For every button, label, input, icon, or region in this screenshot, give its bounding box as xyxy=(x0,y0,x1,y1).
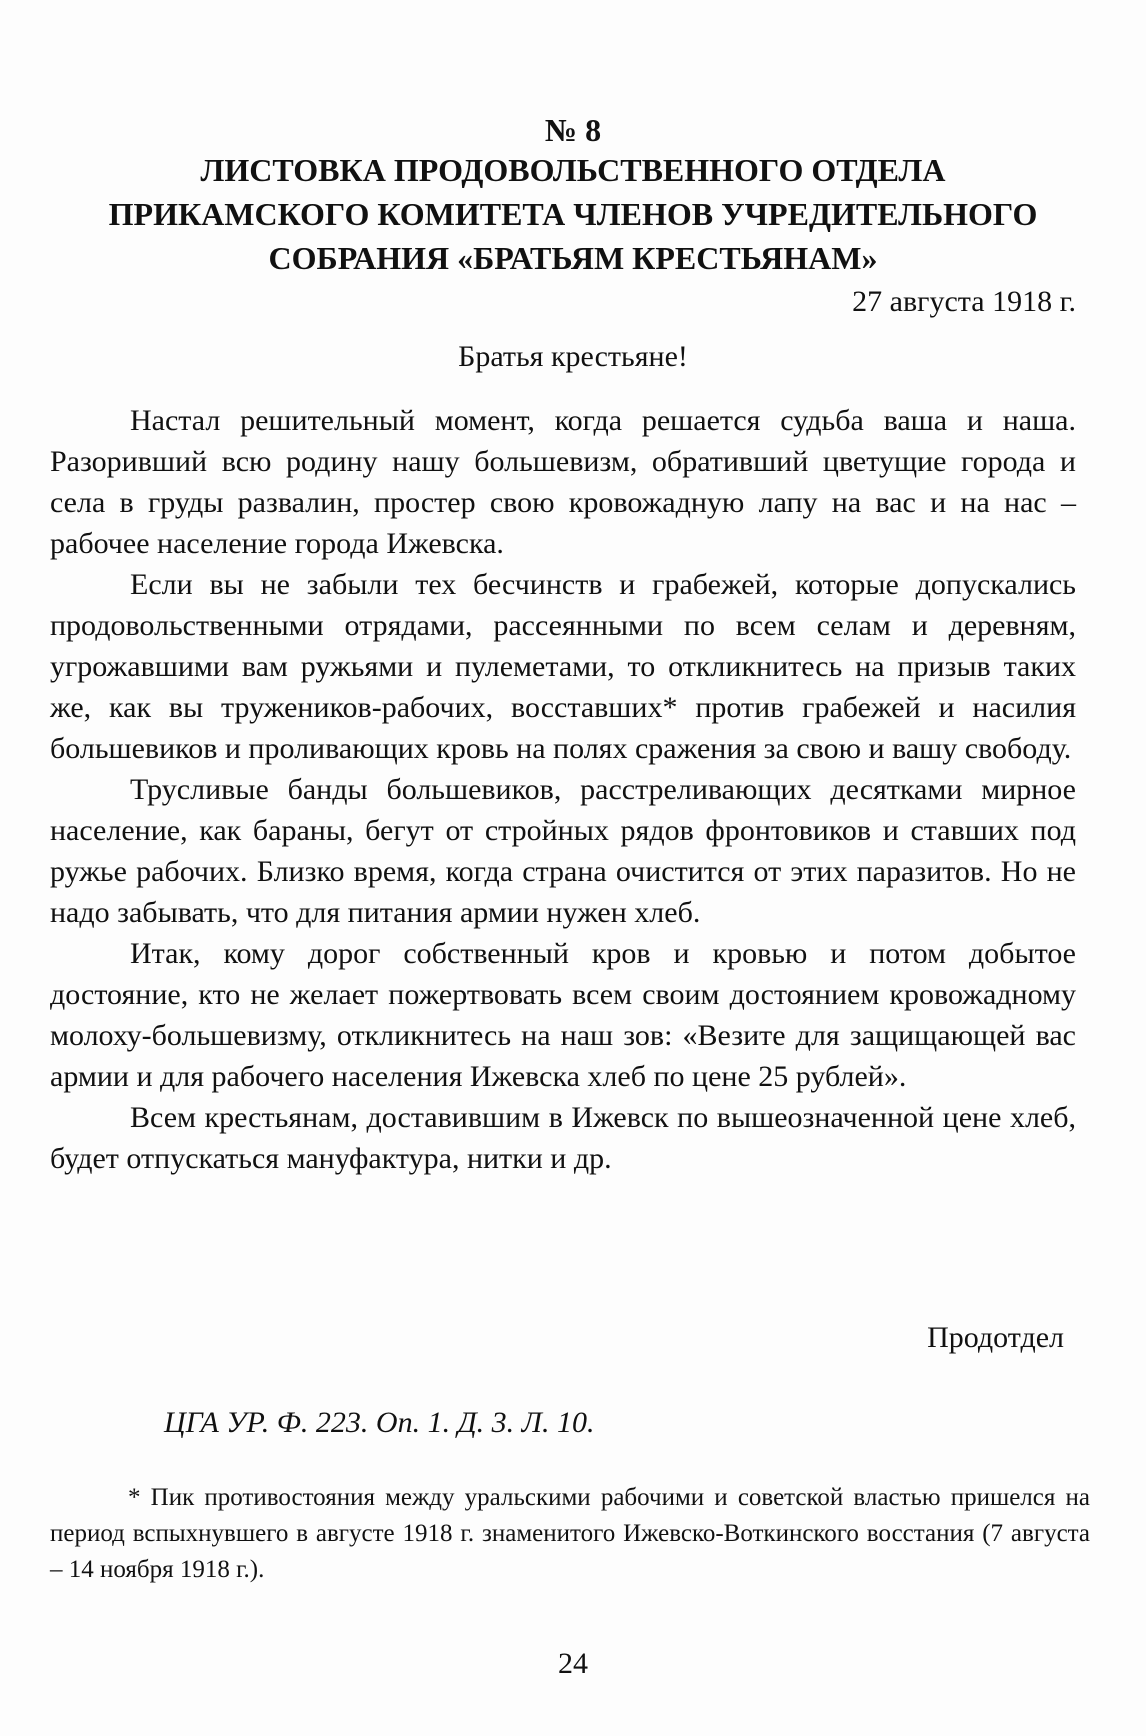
paragraph: Если вы не забыли тех бесчинств и грабежей, которые допускались продовольственными отрядами, рассеянными по всем селам и деревням, угрожавшими вам ружьями и пулеметами, то откликнитесь на призыв таких же, как вы тружеников-рабочих, восставших* против грабежей и насилия большевиков и проливающих кровь на полях сражения за свою и вашу свободу. xyxy=(50,568,1076,765)
document-title xyxy=(100,148,1046,280)
signature: Продотдел xyxy=(927,1321,1064,1354)
document-title-line: ЛИСТОВКА ПРОДОВОЛЬСТВЕННОГО ОТДЕЛА xyxy=(200,152,946,188)
document-title-line: СОБРАНИЯ «БРАТЬЯМ КРЕСТЬЯНАМ» xyxy=(268,240,878,276)
greeting: Братья крестьяне! xyxy=(458,340,688,373)
paragraph: Трусливые банды большевиков, расстреливающих десятками мирное население, как бараны, бегут от стройных рядов фронтовиков и ставших под ружье рабочих. Близко время, когда страна очистится от этих паразитов. Но не надо забывать, что для питания армии нужен хлеб. xyxy=(50,773,1076,929)
archive-reference: ЦГА УР. Ф. 223. Оп. 1. Д. 3. Л. 10. xyxy=(164,1406,595,1439)
body-text xyxy=(50,400,1076,1179)
paragraph: Всем крестьянам, доставившим в Ижевск по вышеозначенной цене хлеб, будет отпускаться мануфактура, нитки и др. xyxy=(50,1101,1076,1175)
paragraph: Настал решительный момент, когда решается судьба ваша и наша. Разоривший всю родину нашу большевизм, обративший цветущие города и села в груды развалин, простер свою кровожадную лапу на вас и на нас – рабочее население города Ижевска. xyxy=(50,404,1076,560)
footnote xyxy=(50,1480,1090,1588)
paragraph: Итак, кому дорог собственный кров и кровью и потом добытое достояние, кто не желает пожертвовать всем своим достоянием кровожадному молоху-большевизму, откликнитесь на наш зов: «Везите для защищающей вас армии и для рабочего населения Ижевска хлеб по цене 25 рублей». xyxy=(50,937,1076,1093)
document-title-line: ПРИКАМСКОГО КОМИТЕТА ЧЛЕНОВ УЧРЕДИТЕЛЬНОГО xyxy=(108,196,1038,232)
footnote-text: * Пик противостояния между уральскими рабочими и советской властью пришелся на период вспыхнувшего в августе 1918 г. знаменитого Ижевско-Воткинского восстания (7 августа – 14 ноября 1918 г.). xyxy=(50,1484,1090,1583)
document-date: 27 августа 1918 г. xyxy=(852,285,1076,318)
document-number: № 8 xyxy=(544,112,602,148)
page-number: 24 xyxy=(558,1647,588,1680)
